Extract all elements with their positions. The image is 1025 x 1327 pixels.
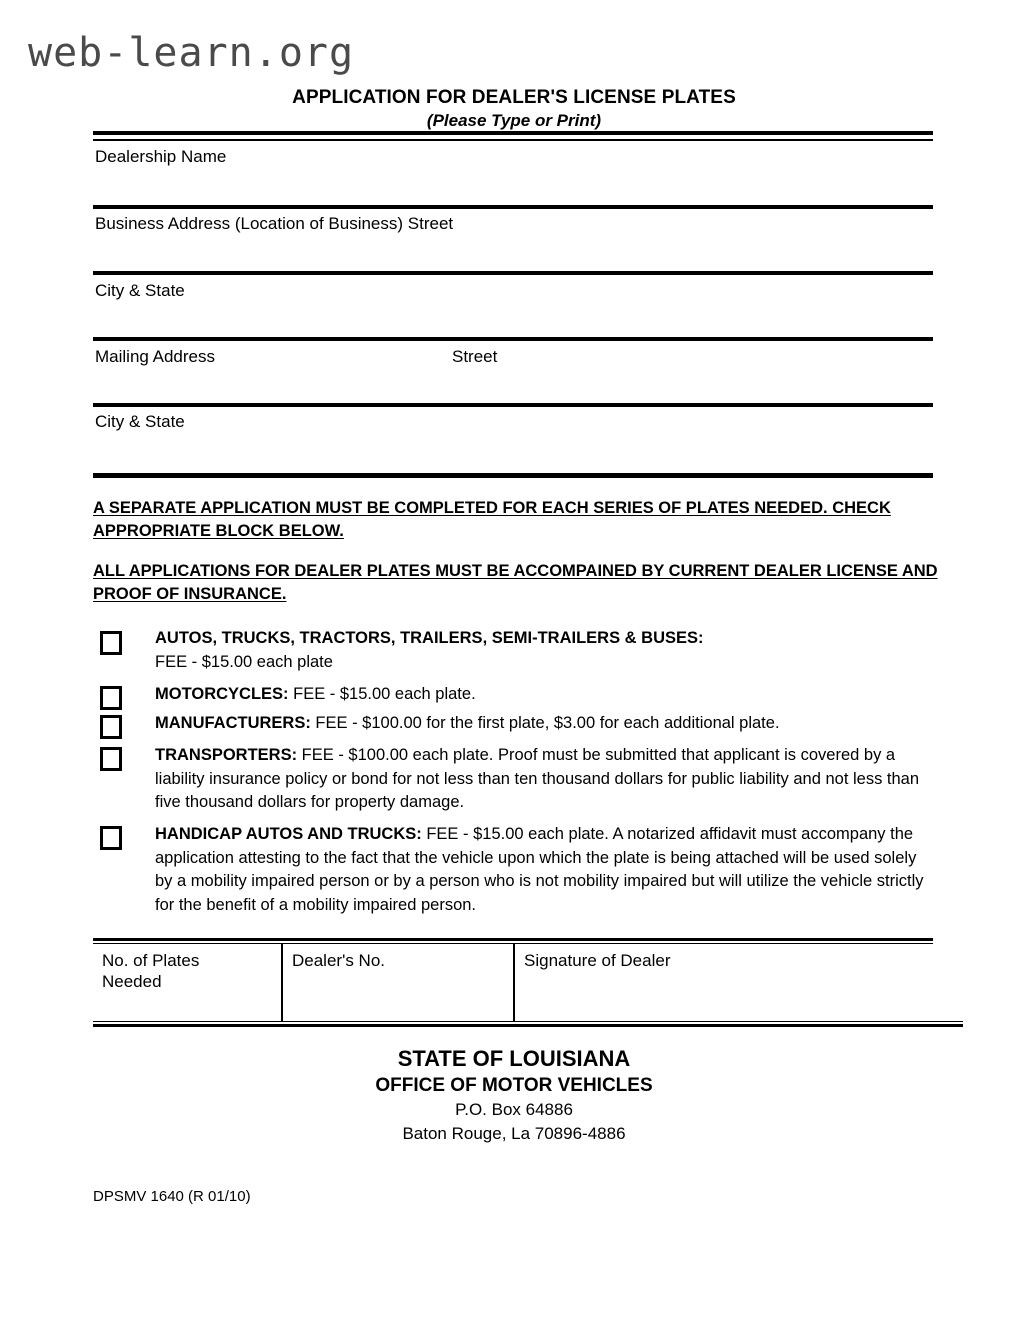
label-business-city-state: City & State bbox=[95, 281, 185, 300]
notice-dealer-license bbox=[93, 560, 938, 606]
table-cell-signature[interactable] bbox=[515, 944, 933, 1022]
field-rule-1 bbox=[93, 205, 933, 209]
signature-table bbox=[93, 938, 933, 1022]
checkbox-manufacturers[interactable] bbox=[100, 715, 122, 739]
header-rule-thick bbox=[93, 131, 933, 135]
label-mailing-city-state: City & State bbox=[95, 412, 185, 431]
document-title-block bbox=[95, 86, 933, 132]
header-rule-thin bbox=[93, 139, 933, 141]
checkbox-title-handicap: HANDICAP AUTOS AND TRUCKS: bbox=[155, 825, 422, 843]
page-title: APPLICATION FOR DEALER'S LICENSE PLATES bbox=[292, 87, 736, 108]
form-number: DPSMV 1640 (R 01/10) bbox=[93, 1188, 251, 1205]
field-rule-2 bbox=[93, 271, 933, 275]
checkbox-handicap[interactable] bbox=[100, 826, 122, 850]
table-cell-dealers-no[interactable] bbox=[283, 944, 515, 1022]
watermark-text: web-learn.org bbox=[28, 30, 355, 76]
notice-separate-application bbox=[93, 497, 938, 543]
page-subtitle: (Please Type or Print) bbox=[426, 111, 602, 130]
table-header-dealers-no: Dealer's No. bbox=[292, 951, 386, 970]
table-row bbox=[93, 944, 933, 1022]
label-mailing-address: Mailing Address bbox=[95, 347, 216, 366]
notice-text-2: ALL APPLICATIONS FOR DEALER PLATES MUST BE ACCOMPAINED BY CURRENT DEALER LICENSE AND PROOF OF INSURANCE. bbox=[93, 562, 938, 603]
table-header-plates-needed-line1: No. of Plates bbox=[102, 951, 200, 970]
table-header-signature: Signature of Dealer bbox=[524, 951, 671, 970]
label-mailing-street: Street bbox=[452, 347, 498, 366]
checkbox-title-motorcycles: MOTORCYCLES: bbox=[155, 685, 289, 703]
checkbox-label-motorcycles bbox=[155, 683, 938, 707]
field-rule-3 bbox=[93, 337, 933, 341]
footer-block bbox=[95, 1045, 933, 1146]
footer-po-box: P.O. Box 64886 bbox=[455, 1100, 573, 1119]
section-separator-rule bbox=[93, 473, 933, 478]
checkbox-row-handicap[interactable] bbox=[93, 823, 938, 917]
label-business-address: Business Address (Location of Business) Street bbox=[95, 214, 454, 233]
checkbox-motorcycles[interactable] bbox=[100, 686, 122, 710]
notice-text-1: A SEPARATE APPLICATION MUST BE COMPLETED FOR EACH SERIES OF PLATES NEEDED. CHECK APPROPRIATE BLOCK BELOW. bbox=[93, 499, 891, 540]
checkbox-label-autos bbox=[155, 627, 938, 674]
checkbox-row-manufacturers[interactable] bbox=[93, 712, 938, 736]
checkbox-transporters[interactable] bbox=[100, 747, 122, 771]
checkbox-label-transporters bbox=[155, 744, 938, 815]
checkbox-row-autos[interactable] bbox=[93, 627, 938, 674]
checkbox-row-transporters[interactable] bbox=[93, 744, 938, 815]
checkbox-body-autos: FEE - $15.00 each plate bbox=[155, 652, 333, 671]
checkbox-row-motorcycles[interactable] bbox=[93, 683, 938, 707]
checkbox-autos[interactable] bbox=[100, 631, 122, 655]
label-dealership-name: Dealership Name bbox=[95, 147, 227, 166]
checkbox-title-transporters: TRANSPORTERS: bbox=[155, 746, 298, 764]
table-header-plates-needed-line2: Needed bbox=[102, 972, 162, 991]
checkbox-body-motorcycles: FEE - $15.00 each plate. bbox=[288, 685, 476, 703]
table-bottom-rule-thick bbox=[93, 1024, 963, 1027]
checkbox-body-handicap: FEE - $15.00 each plate. A notarized affidavit must accompany the application attesting to the fact that the vehicle upon which the plate is being attached will be used solely by a mobility impaired person or by a person who is not mobility impaired but will utilize the vehicle strictly for the benefit of a mobility impaired person. bbox=[155, 825, 924, 914]
field-rule-4 bbox=[93, 403, 933, 407]
checkbox-label-handicap bbox=[155, 823, 938, 917]
checkbox-title-manufacturers: MANUFACTURERS: bbox=[155, 714, 311, 732]
table-bottom-rule-thin bbox=[93, 1021, 963, 1022]
footer-office: OFFICE OF MOTOR VEHICLES bbox=[375, 1075, 653, 1096]
footer-city-zip: Baton Rouge, La 70896-4886 bbox=[402, 1124, 626, 1143]
checkbox-label-manufacturers bbox=[155, 712, 938, 736]
footer-state: STATE OF LOUISIANA bbox=[397, 1046, 631, 1071]
checkbox-body-manufacturers: FEE - $100.00 for the first plate, $3.00 for each additional plate. bbox=[310, 714, 780, 732]
table-cell-plates-needed[interactable] bbox=[93, 944, 283, 1022]
checkbox-title-autos: AUTOS, TRUCKS, TRACTORS, TRAILERS, SEMI-TRAILERS & BUSES: bbox=[155, 629, 704, 647]
checkbox-body-transporters: FEE - $100.00 each plate. Proof must be submitted that applicant is covered by a liability insurance policy or bond for not less than ten thousand dollars for public liability and not less than five thousand dollars for property damage. bbox=[155, 746, 920, 811]
